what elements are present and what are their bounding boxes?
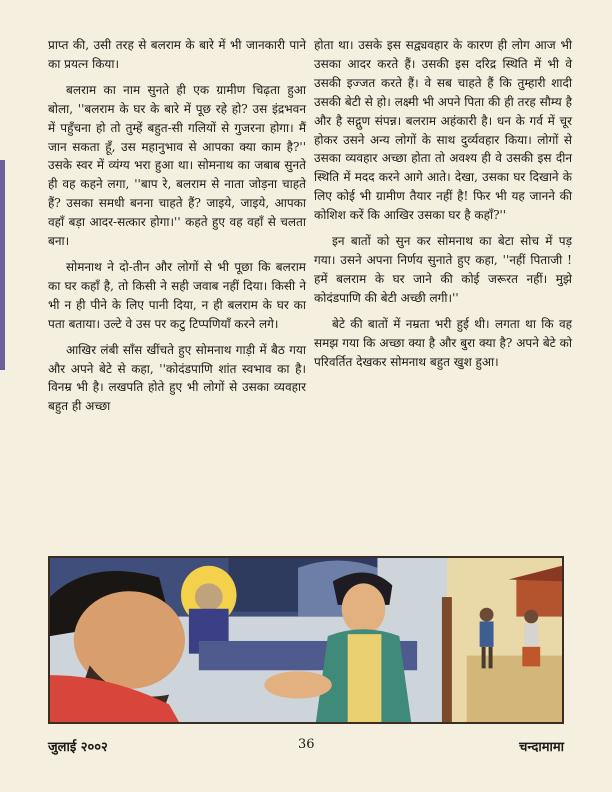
page-footer (0, 737, 612, 761)
paragraph: बलराम का नाम सुनते ही एक ग्रामीण चिढ़ता हुआ बोला, ''बलराम के घर के बारे में पूछ रहे हो? उस इंद्रभवन में पहुँचना हो तो तुम्हें बहुत-सी गलियों से गुजरना होगा। मैं जान सकता हूँ, उस महानुभाव से आपका क्या काम है?'' उसके स्वर में व्यंग्य भरा हुआ था। सोमनाथ का जबाब सुनते ही वह कहने लगा, ''बाप रे, बलराम से नाता जोड़ना चाहते हैं? उसका समधी बनना चाहते हैं? जाइये, जाइये, आपका वहाँ बड़ा आदर-सत्कार होगा।'' कहते हुए वह वहाँ से चलता बना। (48, 82, 306, 249)
paragraph: प्राप्त की, उसी तरह से बलराम के बारे में भी जानकारी पाने का प्रयत्न किया। (48, 38, 306, 71)
paragraph: आखिर लंबी साँस खींचते हुए सोमनाथ गाड़ी में बैठ गया और अपने बेटे से कहा, ''कोदंडपाणि शांत स्वभाव का है। विनम्र भी है। लखपति होते हुए भी लोगों से उसका व्यवहार बहुत ही अच्छा (48, 342, 306, 414)
magazine-name: चन्दामामा (519, 740, 564, 755)
paragraph: इन बातों को सुन कर सोमनाथ का बेटा सोच में पड़ गया। उसने अपना निर्णय सुनाते हुए कहा, ''नहीं पिताजी ! हमें बलराम के घर जाने की कोई जरूरत नहीं। मुझे कोदंडपाणि की बेटी अच्छी लगी।'' (314, 234, 572, 305)
paragraph: सोमनाथ ने दो-तीन और लोगों से भी पूछा कि बलराम का घर कहाँ है, तो किसी ने सही जवाब नहीं दिया। किसी ने भी न ही पीने के लिए पानी दिया, न ही बलराम के घर का पता बताया। उल्टे वे उस पर कटु टिप्पणियाँ करने लगे। (48, 259, 306, 331)
issue-date: जुलाई २००२ (48, 740, 108, 755)
story-illustration (48, 556, 564, 724)
paragraph: होता था। उसके इस सद्व्यवहार के कारण ही लोग आज भी उसका आदर करते हैं। उसकी इस दरिद्र स्थिति में भी वे उसकी इज्जत करते हैं। वे सब चाहते हैं कि तुम्हारी शादी उसकी बेटी से हो। लक्ष्मी भी अपने पिता की ही तरह सौम्य है और है सद्गुण संपन्न। बलराम अहंकारी है। धन के गर्व में चूर होकर उसने अन्य लोगों के साथ दुर्व्यवहार किया। लोगों से उसका व्यवहार अच्छा होता तो अवश्य ही वे उसकी इस दीन स्थिति में मदद करने आगे आते। देखा, उसका घर दिखाने के लिए कोई भी ग्रामीण तैयार नहीं है! फिर भी यह जानने की कोशिश करें कि आखिर उसका घर है कहाँ?'' (314, 38, 572, 223)
illustration-drawing (50, 558, 562, 722)
left-text-column (48, 36, 306, 423)
page-edge-strip (0, 160, 5, 370)
paragraph: बेटे की बातों में नम्रता भरी हुई थी। लगता था कि वह समझ गया कि अच्छा क्या है और बुरा क्या है? अपने बेटे को परिवर्तित देखकर सोमनाथ बहुत खुश हुआ। (314, 316, 572, 369)
page-number: 36 (298, 737, 315, 752)
right-text-column (314, 36, 572, 378)
